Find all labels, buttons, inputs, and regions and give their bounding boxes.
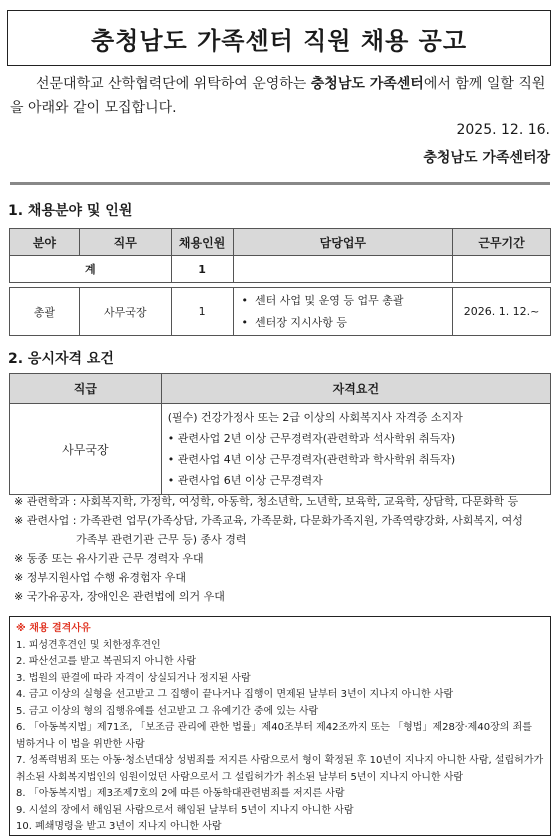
recruitment-table [9, 228, 551, 336]
list-item: 6. 「아동복지법」제71조, 「보조금 관리에 관한 법률」제40조부터 제42조까지 또는 「형법」제28장·제40장의 죄를 범하거나 이 법을 위반한 사람 [16, 722, 532, 750]
cell-count: 1 [171, 288, 233, 336]
header-job: 직무 [79, 229, 171, 256]
header-field: 분야 [10, 229, 80, 256]
table-header-row [10, 374, 551, 404]
note-related-dept: ※ 관련학과 : 사회복지학, 가정학, 여성학, 아동학, 청소년학, 노년학, 보육학, 교육학, 상담학, 다문화학 등 [14, 495, 519, 508]
note-preference-3: ※ 국가유공자, 장애인은 관련법에 의거 우대 [14, 590, 225, 603]
list-item: 3. 법원의 판결에 따라 자격이 상실되거나 정지된 사람 [16, 672, 251, 684]
section2-heading: 2. 응시자격 요건 [8, 351, 114, 367]
intro-text-2: 에서 함께 일할 직원을 아래와 같이 모집합니다. [10, 76, 546, 116]
list-item: 5. 금고 이상의 형의 집행유예를 선고받고 그 유예기간 중에 있는 사람 [16, 705, 319, 717]
disqualification-box [9, 616, 551, 836]
list-item: 7. 성폭력범죄 또는 아동·청소년대상 성범죄를 저지른 사람으로서 형이 확정된 후 10년이 지나지 아니한 사람, 설립허가가 취소된 사회복지법인의 임원이었던 사람으로서 그 설립허가가 취소된 날부터 5년이 지나지 아니한 사람 [16, 755, 544, 783]
list-item: 1. 피성견후견인 및 치한정후견인 [16, 639, 161, 651]
page-title-text: 충청남도 가족센터 직원 채용 공고 [91, 26, 467, 55]
cell-quals [161, 404, 550, 495]
note-preference-2: ※ 정부지원사업 수행 유경험자 우대 [14, 571, 186, 584]
notes-list [14, 492, 552, 606]
header-duties: 담당업무 [233, 229, 453, 256]
qual-item: (필수) 건강가정사 또는 2급 이상의 사회복지사 자격증 소지자 [167, 411, 463, 424]
header-quals: 자격요건 [161, 374, 550, 404]
table-row [10, 288, 551, 336]
cell-rank: 사무국장 [10, 404, 162, 495]
total-empty-2 [453, 256, 551, 283]
cell-field: 총괄 [10, 288, 80, 336]
announcement-date: 2025. 12. 16. [456, 122, 550, 138]
qual-item: • 관련사업 4년 이상 근무경력자(관련학과 학사학위 취득자) [167, 453, 456, 466]
cell-job: 사무국장 [79, 288, 171, 336]
note-related-work-cont: 가족부 관련기관 근무 등) 종사 경력 [76, 533, 247, 546]
list-item: 4. 금고 이상의 실형을 선고받고 그 집행이 끝나거나 집행이 면제된 날부터 3년이 지나지 아니한 사람 [16, 689, 454, 700]
table-row [10, 404, 551, 495]
disqualification-title: ※ 채용 결격사유 [16, 623, 91, 634]
intro-paragraph [10, 72, 552, 120]
note-preference-1: ※ 동종 또는 유사기관 근무 경력자 우대 [14, 552, 204, 565]
divider [10, 182, 550, 185]
issuer-name: 충청남도 가족센터장 [423, 150, 550, 166]
list-item: 10. 폐쇄명령을 받고 3년이 지나지 아니한 사람 [16, 821, 222, 832]
cell-period: 2026. 1. 12.~ [453, 288, 551, 336]
duty-item: • 센터장 지시사항 등 [241, 315, 348, 329]
page-title [7, 10, 551, 66]
section1-heading: 1. 채용분야 및 인원 [8, 203, 133, 219]
total-label: 계 [10, 256, 172, 283]
cell-duties [233, 288, 453, 336]
header-period: 근무기간 [453, 229, 551, 256]
note-related-work: ※ 관련사업 : 가족관련 업무(가족상담, 가족교육, 가족문화, 다문화가족지원, 가족역량강화, 사회복지, 여성 [14, 514, 523, 527]
list-item: 8. 「아동복지법」제3조제7호의 2에 따른 아동학대관련범죄를 저지른 사람 [16, 788, 345, 799]
duty-item: • 센터 사업 및 운영 등 업무 총괄 [241, 293, 404, 307]
intro-org-name: 충청남도 가족센터 [310, 76, 424, 92]
list-item: 9. 시설의 장에서 해임된 사람으로서 해임된 날부터 5년이 지나지 아니한 사람 [16, 804, 354, 816]
qualification-table [9, 373, 551, 495]
qual-item: • 관련사업 2년 이상 근무경력자(관련학과 석사학위 취득자) [167, 432, 456, 445]
table-header-row [10, 229, 551, 256]
list-item: 2. 파산선고를 받고 복권되지 아니한 사람 [16, 656, 196, 667]
qual-item: • 관련사업 6년 이상 근무경력자 [167, 474, 323, 487]
header-count: 채용인원 [171, 229, 233, 256]
total-empty-1 [233, 256, 453, 283]
intro-text-1: 선문대학교 산학협력단에 위탁하여 운영하는 [36, 76, 311, 92]
header-rank: 직급 [10, 374, 162, 404]
total-row [10, 256, 551, 283]
total-count: 1 [171, 256, 233, 283]
